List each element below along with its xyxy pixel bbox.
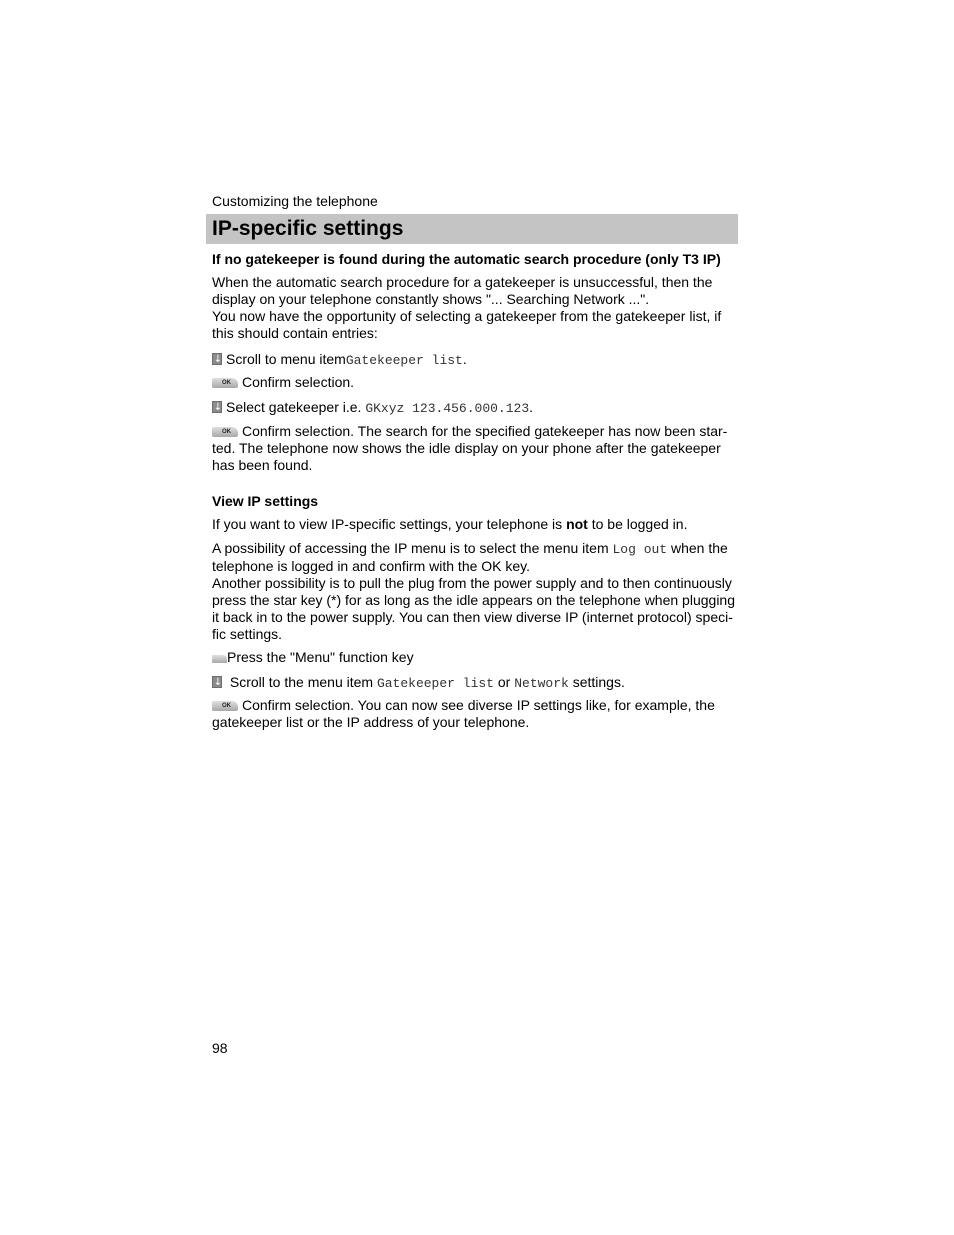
step-press-menu-key: Press the "Menu" function key — [212, 649, 738, 666]
section-title: IP-specific settings — [212, 217, 404, 240]
intro-paragraph: When the automatic search procedure for a gatekeeper is unsuccessful, then the display on your telephone constantly shows "... Searching Network ...". You now have the opportunity of selecting a gatekeeper from the gatekeeper list, if this should contain entries: — [212, 274, 722, 341]
view-ip-paragraph-2: A possibility of accessing the IP menu is to select the menu item Log out when the telephone is logged in and confirm with the OK key. Another possibility is to pull the plug from the power supply and to then continuously press the star key (*) for as long as the idle appears on the telephone when plugging it back in to the power supply. You can then view diverse IP (internet protocol) speci- fic settings. — [212, 540, 735, 642]
step-confirm-view-settings: OKConfirm selection. You can now see diverse IP settings like, for example, the gatekeeper list or the IP address of your telephone. — [212, 697, 738, 731]
step-confirm-selection: OKConfirm selection. — [212, 374, 738, 391]
view-ip-paragraph-1: If you want to view IP-specific settings, your telephone is not to be logged in. — [212, 516, 688, 532]
subsection-heading-view-ip: View IP settings — [212, 493, 319, 509]
step-confirm-search: OKConfirm selection. The search for the specified gatekeeper has now been star- ted. The telephone now shows the idle display on your phone after the gatekeeper has been found. — [212, 423, 738, 474]
section-title-bar — [206, 214, 738, 244]
subsection-heading-no-gatekeeper: If no gatekeeper is found during the automatic search procedure (only T3 IP) — [212, 251, 721, 267]
step-scroll-gatekeeper-list: ↓Scroll to menu itemGatekeeper list. — [212, 351, 738, 369]
ok-key-icon — [212, 701, 238, 711]
menu-key-icon — [212, 655, 227, 663]
arrow-down-key-icon — [212, 401, 222, 413]
ok-key-icon — [212, 378, 238, 388]
running-header: Customizing the telephone — [212, 193, 378, 209]
page-number: 98 — [212, 1040, 228, 1056]
step-select-gatekeeper: ↓Select gatekeeper i.e. GKxyz 123.456.000.123. — [212, 399, 738, 417]
arrow-down-key-icon — [212, 353, 222, 365]
step-scroll-menu-item: ↓ Scroll to the menu item Gatekeeper list or Network settings. — [212, 674, 738, 692]
ok-key-icon — [212, 427, 238, 437]
arrow-down-key-icon — [212, 676, 222, 688]
